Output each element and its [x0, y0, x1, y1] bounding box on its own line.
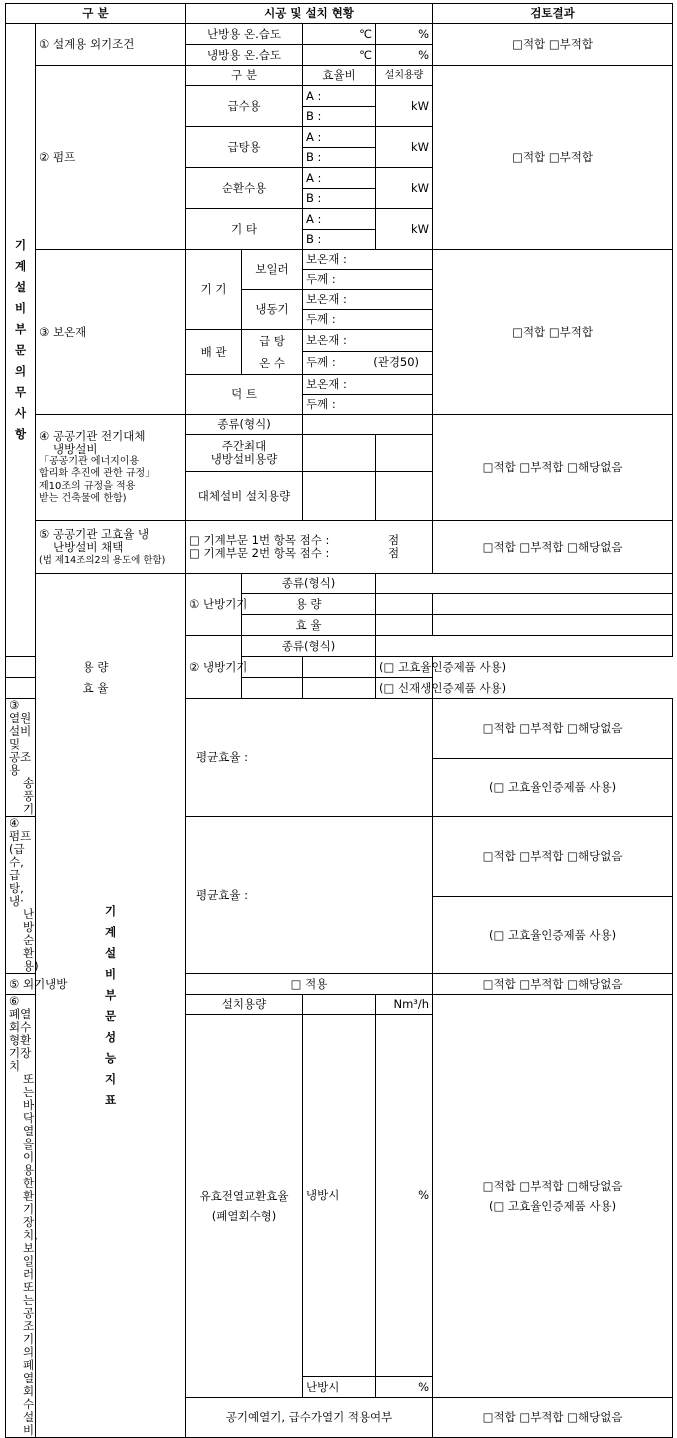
heating-efficiency: 효 율 — [242, 615, 376, 636]
heat-recovery-label: ⑥ 폐열회수형환기장치 또는 바닥열을 이용 한 환기장치, 보일러 또는 공조기의 폐열회 수설비 — [6, 995, 36, 1438]
pump-col-gubun: 구 분 — [186, 66, 303, 86]
pump-result[interactable]: □적합 □부적합 — [433, 66, 673, 250]
pump-a: A : — [303, 127, 376, 148]
pump-b: B : — [303, 148, 376, 168]
preheater-result[interactable]: □적합 □부적합 □해당없음 — [433, 1398, 673, 1438]
pump-b: B : — [303, 189, 376, 209]
insulation-material: 보온재 : — [303, 375, 433, 395]
header-status: 시공 및 설치 현황 — [186, 4, 433, 24]
header-review: 검토결과 — [433, 4, 673, 24]
cooling-humidity-unit: % — [376, 45, 433, 66]
heating-capacity-value[interactable] — [376, 594, 433, 615]
heat-recovery-cooling-pct: % — [376, 1015, 433, 1377]
elec-alt-value-2[interactable] — [376, 472, 433, 521]
insulation-thickness: 두께 : — [303, 310, 433, 330]
header-gubun: 구 분 — [6, 4, 186, 24]
heat-recovery-heating: 난방시 — [303, 1377, 376, 1398]
pump-a: A : — [303, 168, 376, 189]
heat-recovery-result[interactable]: □적합 □부적합 □해당없음 (□ 고효율인증제품 사용) — [433, 995, 673, 1398]
insulation-thickness: 두께 : — [303, 395, 433, 415]
pump-unit: kW — [376, 127, 433, 168]
heating-capacity: 용 량 — [242, 594, 376, 615]
insulation-result[interactable]: □적합 □부적합 — [433, 250, 673, 415]
cooling-temp-label: 냉방용 온.습도 — [186, 45, 303, 66]
heat-source-avg-eff: 평균효율 : — [186, 699, 433, 817]
insulation-hot-water: 급 탕 온 수 — [242, 330, 303, 375]
insulation-label: ③ 보온재 — [36, 250, 186, 415]
insulation-chiller: 냉동기 — [242, 290, 303, 330]
high-eff-label: ⑤ 공공기관 고효율 냉 난방설비 채택 (법 제14조의2의 용도에 한함) — [36, 521, 186, 574]
pump2-avg-eff: 평균효율 : — [186, 817, 433, 974]
pump-unit: kW — [376, 209, 433, 250]
cooling-eff-value-2[interactable] — [303, 678, 376, 699]
pump-unit: kW — [376, 86, 433, 127]
heating-temp-label: 난방용 온.습도 — [186, 24, 303, 45]
heating-equipment-label: ① 난방기기 — [186, 574, 242, 636]
outdoor-cooling-apply[interactable]: □ 적용 — [186, 974, 433, 995]
pump-hot-water: 급탕용 — [186, 127, 303, 168]
elec-alt-value[interactable] — [303, 472, 376, 521]
pump-unit: kW — [376, 168, 433, 209]
heat-source-result[interactable]: □적합 □부적합 □해당없음 — [433, 699, 673, 759]
pump-col-cap: 설치용량 — [376, 66, 433, 86]
elec-peak-label: 주간최대 냉방설비용량 — [186, 435, 303, 472]
cooling-efficiency: 효 율 — [6, 678, 186, 699]
design-condition-result[interactable]: □적합 □부적합 — [433, 24, 673, 66]
pump-water-supply: 급수용 — [186, 86, 303, 127]
heat-recovery-eff-label: 유효전열교환효율 (폐열회수형) — [186, 1015, 303, 1398]
pump-b: B : — [303, 230, 376, 250]
heat-recovery-capacity: 설치용량 — [186, 995, 303, 1015]
heat-source-high-eff-cert[interactable]: (□ 고효율인증제품 사용) — [433, 759, 673, 817]
heat-recovery-capacity-unit: Nm³/h — [376, 995, 433, 1015]
insulation-material: 보온재 : — [303, 330, 433, 352]
insulation-duct: 덕 트 — [186, 375, 303, 415]
section-performance-title: 기 계 설 비 부 문 성 능 지 표 — [36, 574, 186, 1438]
review-table — [5, 3, 673, 1438]
high-eff-items: □ 기계부문 1번 항목 점수 : 점 □ 기계부문 2번 항목 점수 : 점 — [186, 521, 433, 574]
insulation-machine: 기 기 — [186, 250, 242, 330]
elec-type-label: 종류(형식) — [186, 415, 303, 435]
elec-alt-label: 대체설비 설치용량 — [186, 472, 303, 521]
cooling-equipment-label: ② 냉방기기 — [186, 636, 242, 699]
cooling-eff-value[interactable] — [242, 678, 303, 699]
elec-peak-value[interactable] — [303, 435, 376, 472]
heating-eff-value-2[interactable] — [433, 615, 673, 636]
section-mandatory-title: 기 계 설 비 부 문 의 무 사 항 — [6, 24, 36, 657]
elec-type-value[interactable] — [303, 415, 433, 435]
cooling-capacity-value-2[interactable] — [303, 657, 376, 678]
pump-a: A : — [303, 209, 376, 230]
pump-label: ② 펌프 — [36, 66, 186, 250]
insulation-thickness: 두께 : — [303, 270, 433, 290]
insulation-material: 보온재 : — [303, 250, 433, 270]
cooling-type: 종류(형식) — [242, 636, 376, 657]
insulation-thickness-pipe: 두께 : (관경50) — [303, 351, 433, 374]
pump-other: 기 타 — [186, 209, 303, 250]
pump-circulation: 순환수용 — [186, 168, 303, 209]
pump-a: A : — [303, 86, 376, 107]
insulation-pipe: 배 관 — [186, 330, 242, 375]
pump-b: B : — [303, 107, 376, 127]
cooling-capacity: 용 량 — [6, 657, 186, 678]
pump2-result[interactable]: □적합 □부적합 □해당없음 — [433, 817, 673, 897]
heating-type-value[interactable] — [376, 574, 673, 594]
preheater-apply: 공기예열기, 급수가열기 적용여부 — [186, 1398, 433, 1438]
heating-humidity-unit: % — [376, 24, 433, 45]
heat-recovery-heating-pct: % — [376, 1377, 433, 1398]
cooling-high-eff-cert[interactable]: (□ 고효율인증제품 사용) — [376, 657, 433, 678]
pump2-label: ④ 펌프(급수,급탕, 냉· 난방 순환용) — [6, 817, 36, 974]
cooling-type-value[interactable] — [376, 636, 673, 657]
pump-col-eff: 효율비 — [303, 66, 376, 86]
high-eff-result[interactable]: □적합 □부적합 □해당없음 — [433, 521, 673, 574]
heat-recovery-cooling: 냉방시 — [303, 1015, 376, 1377]
heating-eff-value[interactable] — [376, 615, 433, 636]
heating-temp-unit: ℃ — [303, 24, 376, 45]
outdoor-cooling-label: ⑤ 외기냉방 — [6, 974, 36, 995]
heat-source-label: ③ 열원 설비 및 공조용 송풍기 — [6, 699, 36, 817]
outdoor-cooling-result[interactable]: □적합 □부적합 □해당없음 — [433, 974, 673, 995]
elec-peak-value-2[interactable] — [376, 435, 433, 472]
cooling-renewable-cert[interactable]: (□ 신재생인증제품 사용) — [376, 678, 433, 699]
design-condition-label: ① 설계용 외기조건 — [36, 24, 186, 66]
heating-type: 종류(형식) — [242, 574, 376, 594]
electric-alt-cooling-label: ④ 공공기관 전기대체 냉방설비 「공공기관 에너지이용 합리화 추진에 관한 규정」 제10조의 규정을 적용 받는 건축물에 한함) — [36, 415, 186, 521]
elec-result[interactable]: □적합 □부적합 □해당없음 — [433, 415, 673, 521]
cooling-temp-unit: ℃ — [303, 45, 376, 66]
pump2-high-eff-cert[interactable]: (□ 고효율인증제품 사용) — [433, 897, 673, 974]
insulation-material: 보온재 : — [303, 290, 433, 310]
heat-recovery-capacity-value[interactable] — [303, 995, 376, 1015]
heating-capacity-value-2[interactable] — [433, 594, 673, 615]
insulation-boiler: 보일러 — [242, 250, 303, 290]
cooling-capacity-value[interactable] — [242, 657, 303, 678]
